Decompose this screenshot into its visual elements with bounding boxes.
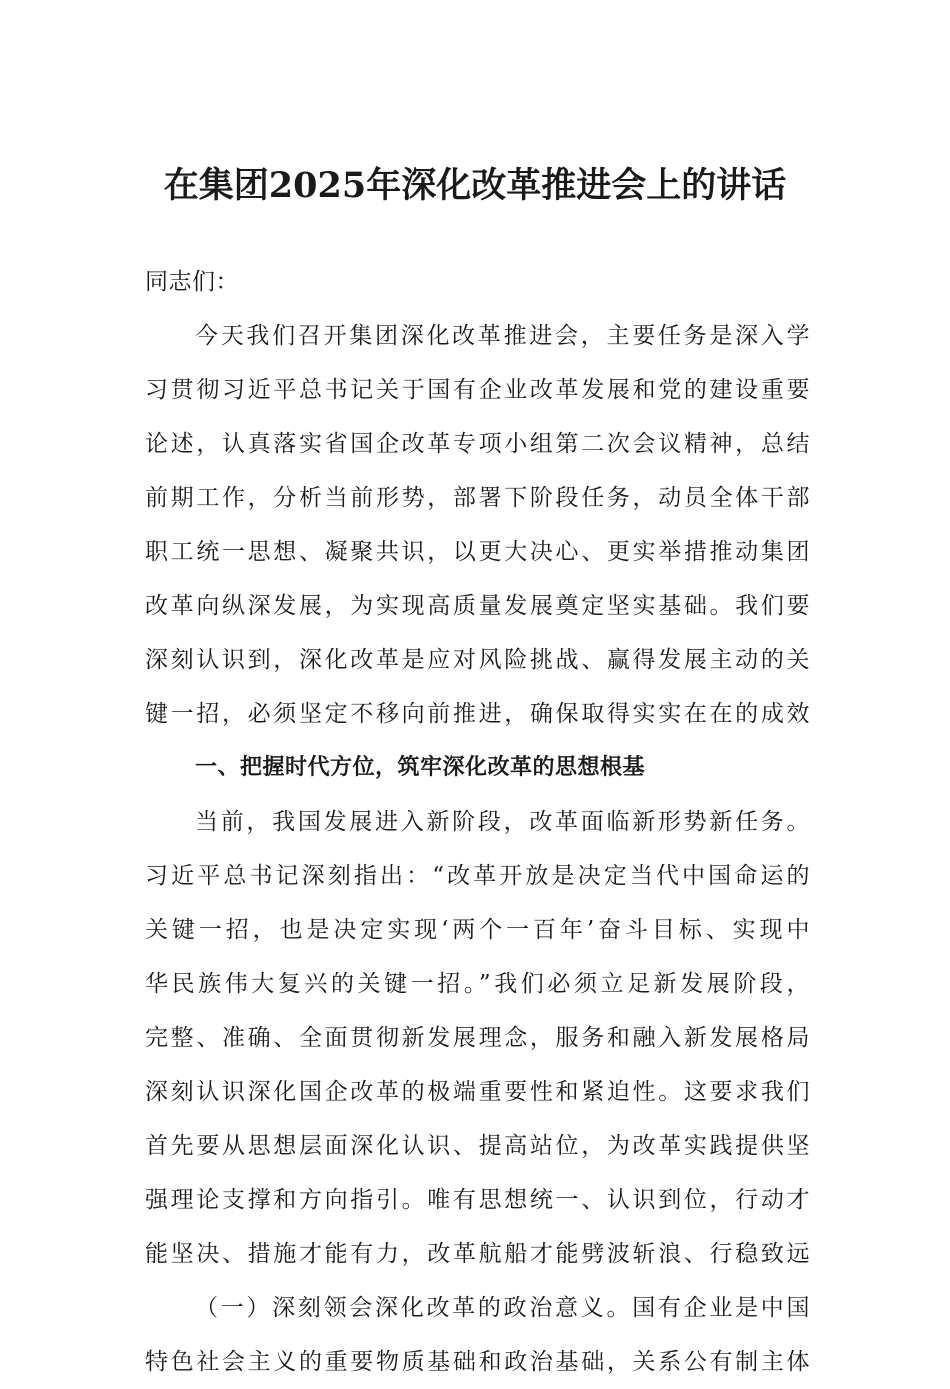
paragraph-line: 今天我们召开集团深化改革推进会，主要任务是深入学 (195, 323, 810, 349)
paragraph-line: 职工统一思想、凝聚共识，以更大决心、更实举措推动集团 (145, 539, 810, 565)
paragraph-line: 深刻认识深化国企改革的极端重要性和紧迫性。这要求我们 (145, 1079, 810, 1105)
paragraph-line: 论述，认真落实省国企改革专项小组第二次会议精神，总结 (145, 431, 810, 457)
paragraph-line: 特色社会主义的重要物质基础和政治基础，关系公有制主体 (145, 1349, 810, 1375)
paragraph-line: 前期工作，分析当前形势，部署下阶段任务，动员全体干部 (145, 485, 810, 511)
subsection-line: （一）深刻领会深化改革的政治意义。国有企业是中国 (195, 1295, 810, 1321)
paragraph-line: 深刻认识到，深化改革是应对风险挑战、赢得发展主动的关 (145, 647, 810, 673)
paragraph-line: 习近平总书记深刻指出：“改革开放是决定当代中国命运的 (145, 863, 810, 889)
document-body (145, 255, 810, 1389)
paragraph-line: 能坚决、措施才能有力，改革航船才能劈波斩浪、行稳致远 (145, 1241, 810, 1267)
paragraph-line: 键一招，必须坚定不移向前推进，确保取得实实在在的成效 (145, 701, 810, 727)
salutation: 同志们： (145, 269, 239, 295)
paragraph-line: 强理论支撑和方向指引。唯有思想统一、认识到位，行动才 (145, 1187, 810, 1213)
paragraph-line: 改革向纵深发展，为实现高质量发展奠定坚实基础。我们要 (145, 593, 810, 619)
paragraph-line: 关键一招，也是决定实现‘两个一百年’奋斗目标、实现中 (145, 917, 810, 943)
paragraph-line: 首先要从思想层面深化认识、提高站位，为改革实践提供坚 (145, 1133, 810, 1159)
paragraph-line: 习贯彻习近平总书记关于国有企业改革发展和党的建设重要 (145, 377, 810, 403)
paragraph-line: 完整、准确、全面贯彻新发展理念，服务和融入新发展格局 (145, 1025, 810, 1051)
section-heading: 一、把握时代方位，筑牢深化改革的思想根基 (195, 755, 646, 780)
paragraph-line: 当前，我国发展进入新阶段，改革面临新形势新任务。 (195, 809, 810, 835)
paragraph-line: 华民族伟大复兴的关键一招。”我们必须立足新发展阶段， (145, 971, 810, 997)
document-title: 在集团2025年深化改革推进会上的讲话 (163, 165, 787, 206)
